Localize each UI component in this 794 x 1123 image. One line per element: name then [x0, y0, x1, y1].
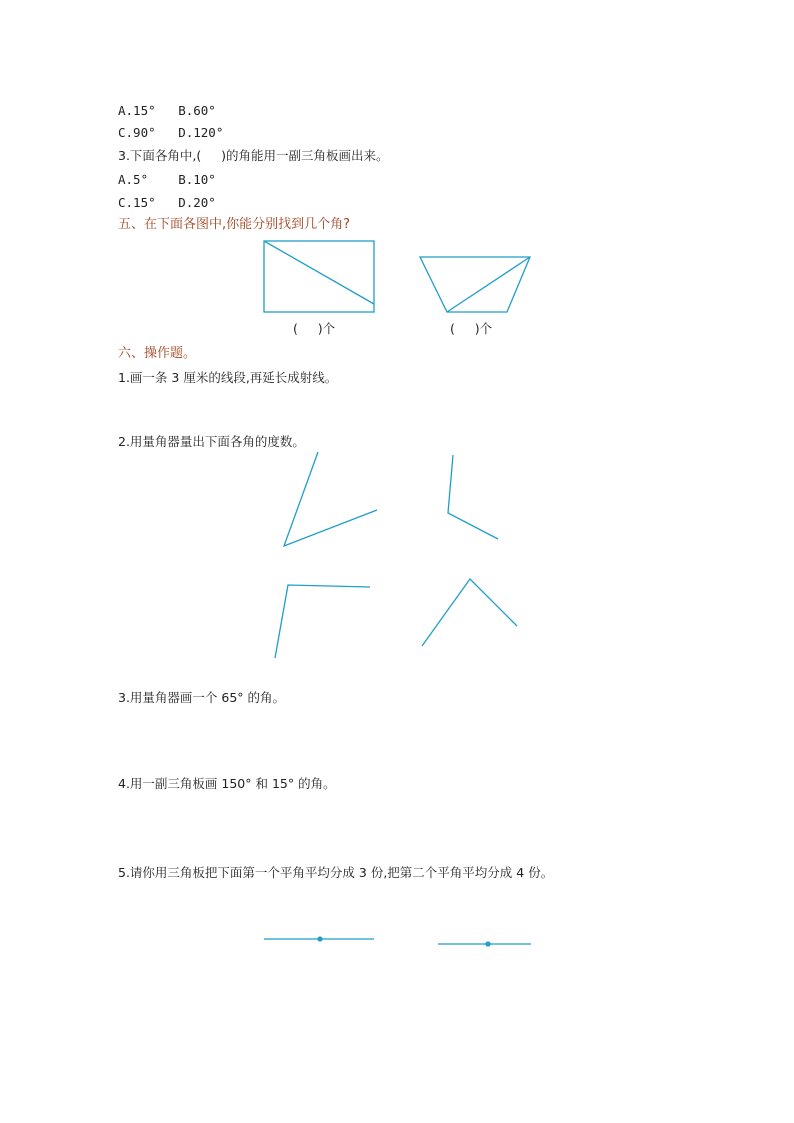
straight-angle-1-vertex-dot — [317, 936, 322, 941]
q3-text: 3.下面各角中,( )的角能用一副三角板画出来。 — [118, 148, 389, 163]
angle-2-figure — [448, 455, 498, 539]
angle-3-figure — [275, 585, 370, 658]
section-6-title: 六、操作题。 — [118, 346, 197, 361]
item-4-text: 4.用一副三角板画 150° 和 15° 的角。 — [118, 776, 336, 791]
trapezoid-answer-blank: ( )个 — [450, 321, 493, 336]
angle-4-figure — [422, 579, 517, 646]
angle-1-figure — [284, 452, 377, 546]
q3-options-row1: A.5° B.10° — [118, 172, 216, 187]
straight-angle-2-vertex-dot — [485, 941, 490, 946]
item-5-text: 5.请你用三角板把下面第一个平角平均分成 3 份,把第二个平角平均分成 4 份。 — [118, 865, 554, 880]
q3-options-row2: C.15° D.20° — [118, 195, 216, 210]
rectangle-with-diagonal-figure — [264, 241, 374, 312]
section-5-title: 五、在下面各图中,你能分别找到几个角? — [118, 217, 351, 232]
item-3-text: 3.用量角器画一个 65° 的角。 — [118, 690, 286, 705]
item-2-text: 2.用量角器量出下面各角的度数。 — [118, 434, 305, 449]
q2-options-row2: C.90° D.120° — [118, 125, 224, 140]
q2-options-row1: A.15° B.60° — [118, 103, 216, 118]
trapezoid-with-diagonal-figure — [420, 257, 530, 312]
rectangle-answer-blank: ( )个 — [293, 321, 336, 336]
item-1-text: 1.画一条 3 厘米的线段,再延长成射线。 — [118, 370, 338, 385]
